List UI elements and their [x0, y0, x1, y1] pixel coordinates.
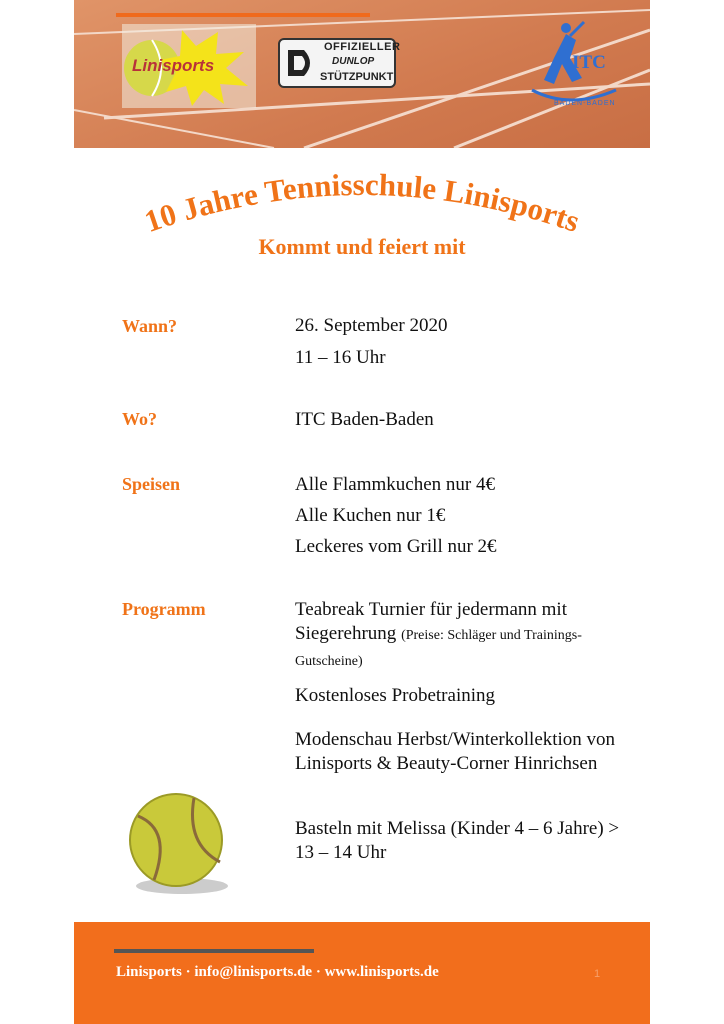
- itc-sub: BADEN-BADEN: [554, 100, 616, 107]
- subtitle: Kommt und feiert mit: [258, 234, 466, 259]
- header-banner: [74, 0, 650, 148]
- footer-bar: [74, 922, 650, 1024]
- teabreak-note: (Preise: Schläger und Trainings-Gutscheine): [295, 628, 582, 669]
- dunlop-d-icon: [284, 46, 318, 80]
- value-programm-modenschau: Modenschau Herbst/Winterkollektion von Linisports & Beauty-Corner Hinrichsen: [295, 729, 616, 774]
- value-programm-probetraining: Kostenloses Probetraining: [295, 685, 496, 706]
- value-wo: ITC Baden-Baden: [295, 409, 434, 430]
- tennis-ball-icon: [124, 790, 234, 900]
- page-title: 10 Jahre Tennisschule Linisports: [139, 166, 585, 239]
- value-speisen-grill: Leckeres vom Grill nur 2€: [295, 536, 497, 557]
- dunlop-logo: [278, 38, 401, 88]
- value-wann-date: 26. September 2020: [295, 315, 448, 336]
- dunlop-line-2: DUNLOP: [332, 56, 375, 67]
- value-programm-teabreak: [295, 598, 635, 674]
- linisports-logo-text: Linisports: [132, 56, 215, 75]
- label-wo: Wo?: [122, 409, 158, 429]
- value-speisen-flammkuchen: Alle Flammkuchen nur 4€: [295, 474, 495, 495]
- teabreak-text: Teabreak Turnier für jedermann mit Siegerehrung: [295, 599, 567, 644]
- svg-text:10 Jahre Tennisschule Linispor: [140, 167, 584, 239]
- itc-logo: [526, 18, 626, 112]
- dunlop-line-1: OFFIZIELLER: [324, 41, 401, 53]
- value-wann-time: 11 – 16 Uhr: [295, 347, 386, 368]
- page-number: 1: [594, 968, 601, 980]
- footer-rule: [114, 949, 314, 953]
- itc-label: ITC: [572, 52, 606, 73]
- label-speisen: Speisen: [122, 474, 181, 494]
- header-rule: [116, 13, 370, 17]
- label-wann: Wann?: [122, 316, 178, 336]
- dunlop-line-3: STÜTZPUNKT: [320, 71, 394, 83]
- value-speisen-kuchen: Alle Kuchen nur 1€: [295, 505, 446, 526]
- footer-contact: Linisports · info@linisports.de · www.linisports.de: [116, 964, 439, 980]
- value-programm-basteln: Basteln mit Melissa (Kinder 4 – 6 Jahre) > 13 – 14 Uhr: [295, 818, 620, 863]
- linisports-logo: [122, 24, 256, 108]
- label-programm: Programm: [122, 599, 206, 619]
